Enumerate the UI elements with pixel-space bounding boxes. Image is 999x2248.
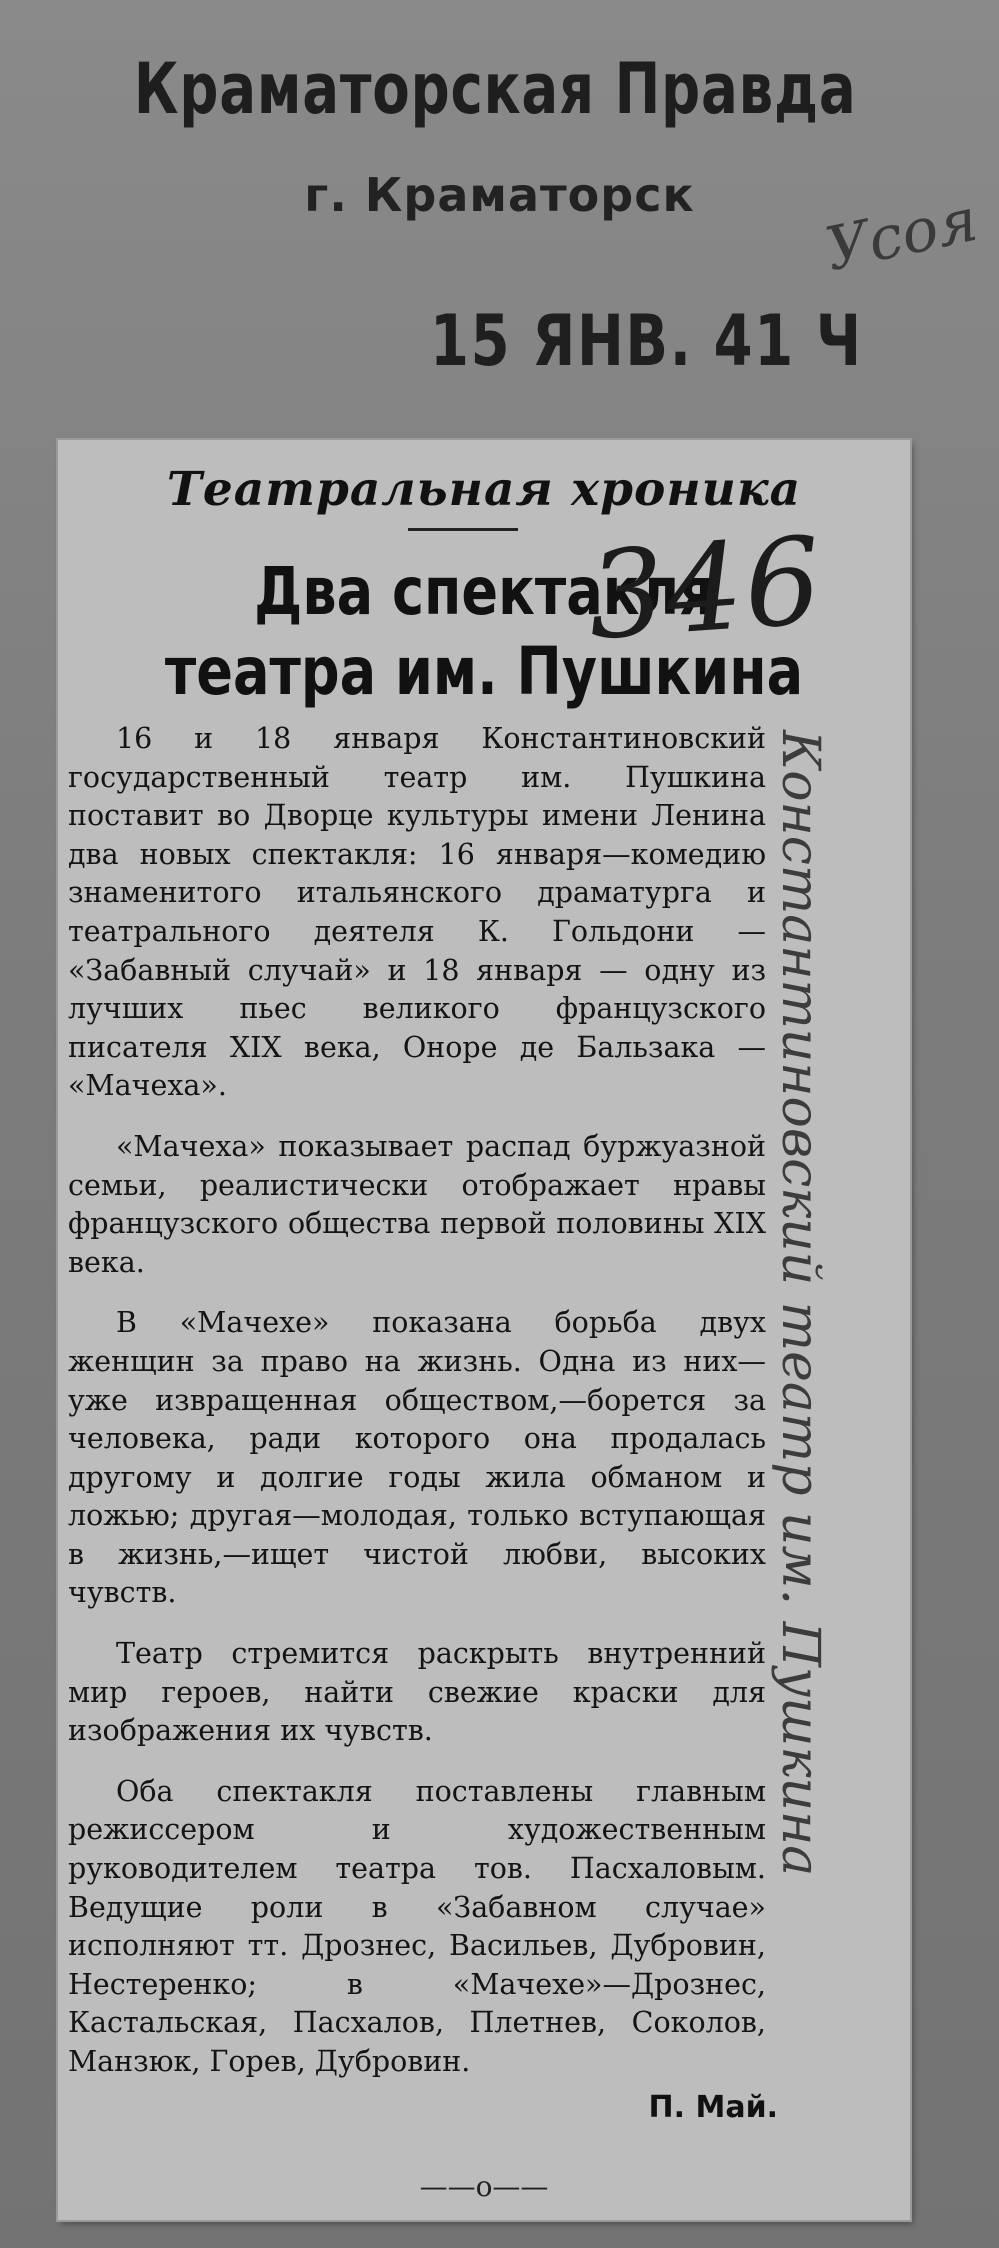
newspaper-name-stamp: Краматорская Правда	[133, 48, 857, 130]
handwritten-margin-note: Константиновский театр им. Пушкина	[770, 730, 830, 1877]
article-paragraph: Театр стремится раскрыть внутренний мир героев, найти свежие краски для изображения их чувств.	[68, 1637, 766, 1748]
end-of-article-mark: ——о——	[419, 2170, 549, 2203]
article-paragraph: 16 и 18 января Константиновский государственный театр им. Пушкина поставит во Дворце культуры имени Ленина два новых спектакля: 16 января—комедию знаменитого итальянского драматурга и театрального деятеля К. Гольдони — «Забавный случай» и 18 января — одну из лучших пьес великого французского писателя XIX века, Оноре де Бальзака — «Мачеха».	[68, 722, 766, 1103]
article-author: П. Май.	[648, 2090, 778, 2125]
section-rubric: Театральная хроника	[166, 462, 802, 517]
article-paragraph: «Мачеха» показывает распад буржуазной семьи, реалистически отображает нравы французского общества первой половины XIX века.	[68, 1129, 766, 1279]
article-body	[68, 720, 766, 2104]
headline-line-2: театра им. Пушкина	[164, 633, 804, 710]
handwritten-catalog-number: 346	[583, 511, 828, 668]
article-paragraph: В «Мачехе» показана борьба двух женщин за право на жизнь. Одна из них—уже извращенная обществом,—борется за человека, ради которого она продалась другому и долгие годы жила обманом и ложью; другая—молодая, только вступающая в жизнь,—ищет чистой любви, высоких чувств.	[68, 1306, 766, 1610]
handwritten-corner-mark: Усоя	[819, 184, 984, 286]
rubric-divider	[408, 528, 518, 531]
newspaper-clipping	[58, 440, 910, 2220]
headline-line-1: Два спектакля	[254, 553, 714, 630]
date-stamp: 15 ЯНВ. 41 Ч	[430, 300, 863, 382]
article-paragraph: Оба спектакля поставлены главным режиссером и художественным руководителем театра тов. Пасхаловым. Ведущие роли в «Забавном случае» исполняют тт. Дрознес, Васильев, Дубровин, Нестеренко; в «Мачехе»—Дрознес, Кастальская, Пасхалов, Плетнев, Соколов, Манзюк, Горев, Дубровин.	[68, 1774, 766, 2078]
city-stamp: г. Краматорск	[304, 168, 695, 222]
